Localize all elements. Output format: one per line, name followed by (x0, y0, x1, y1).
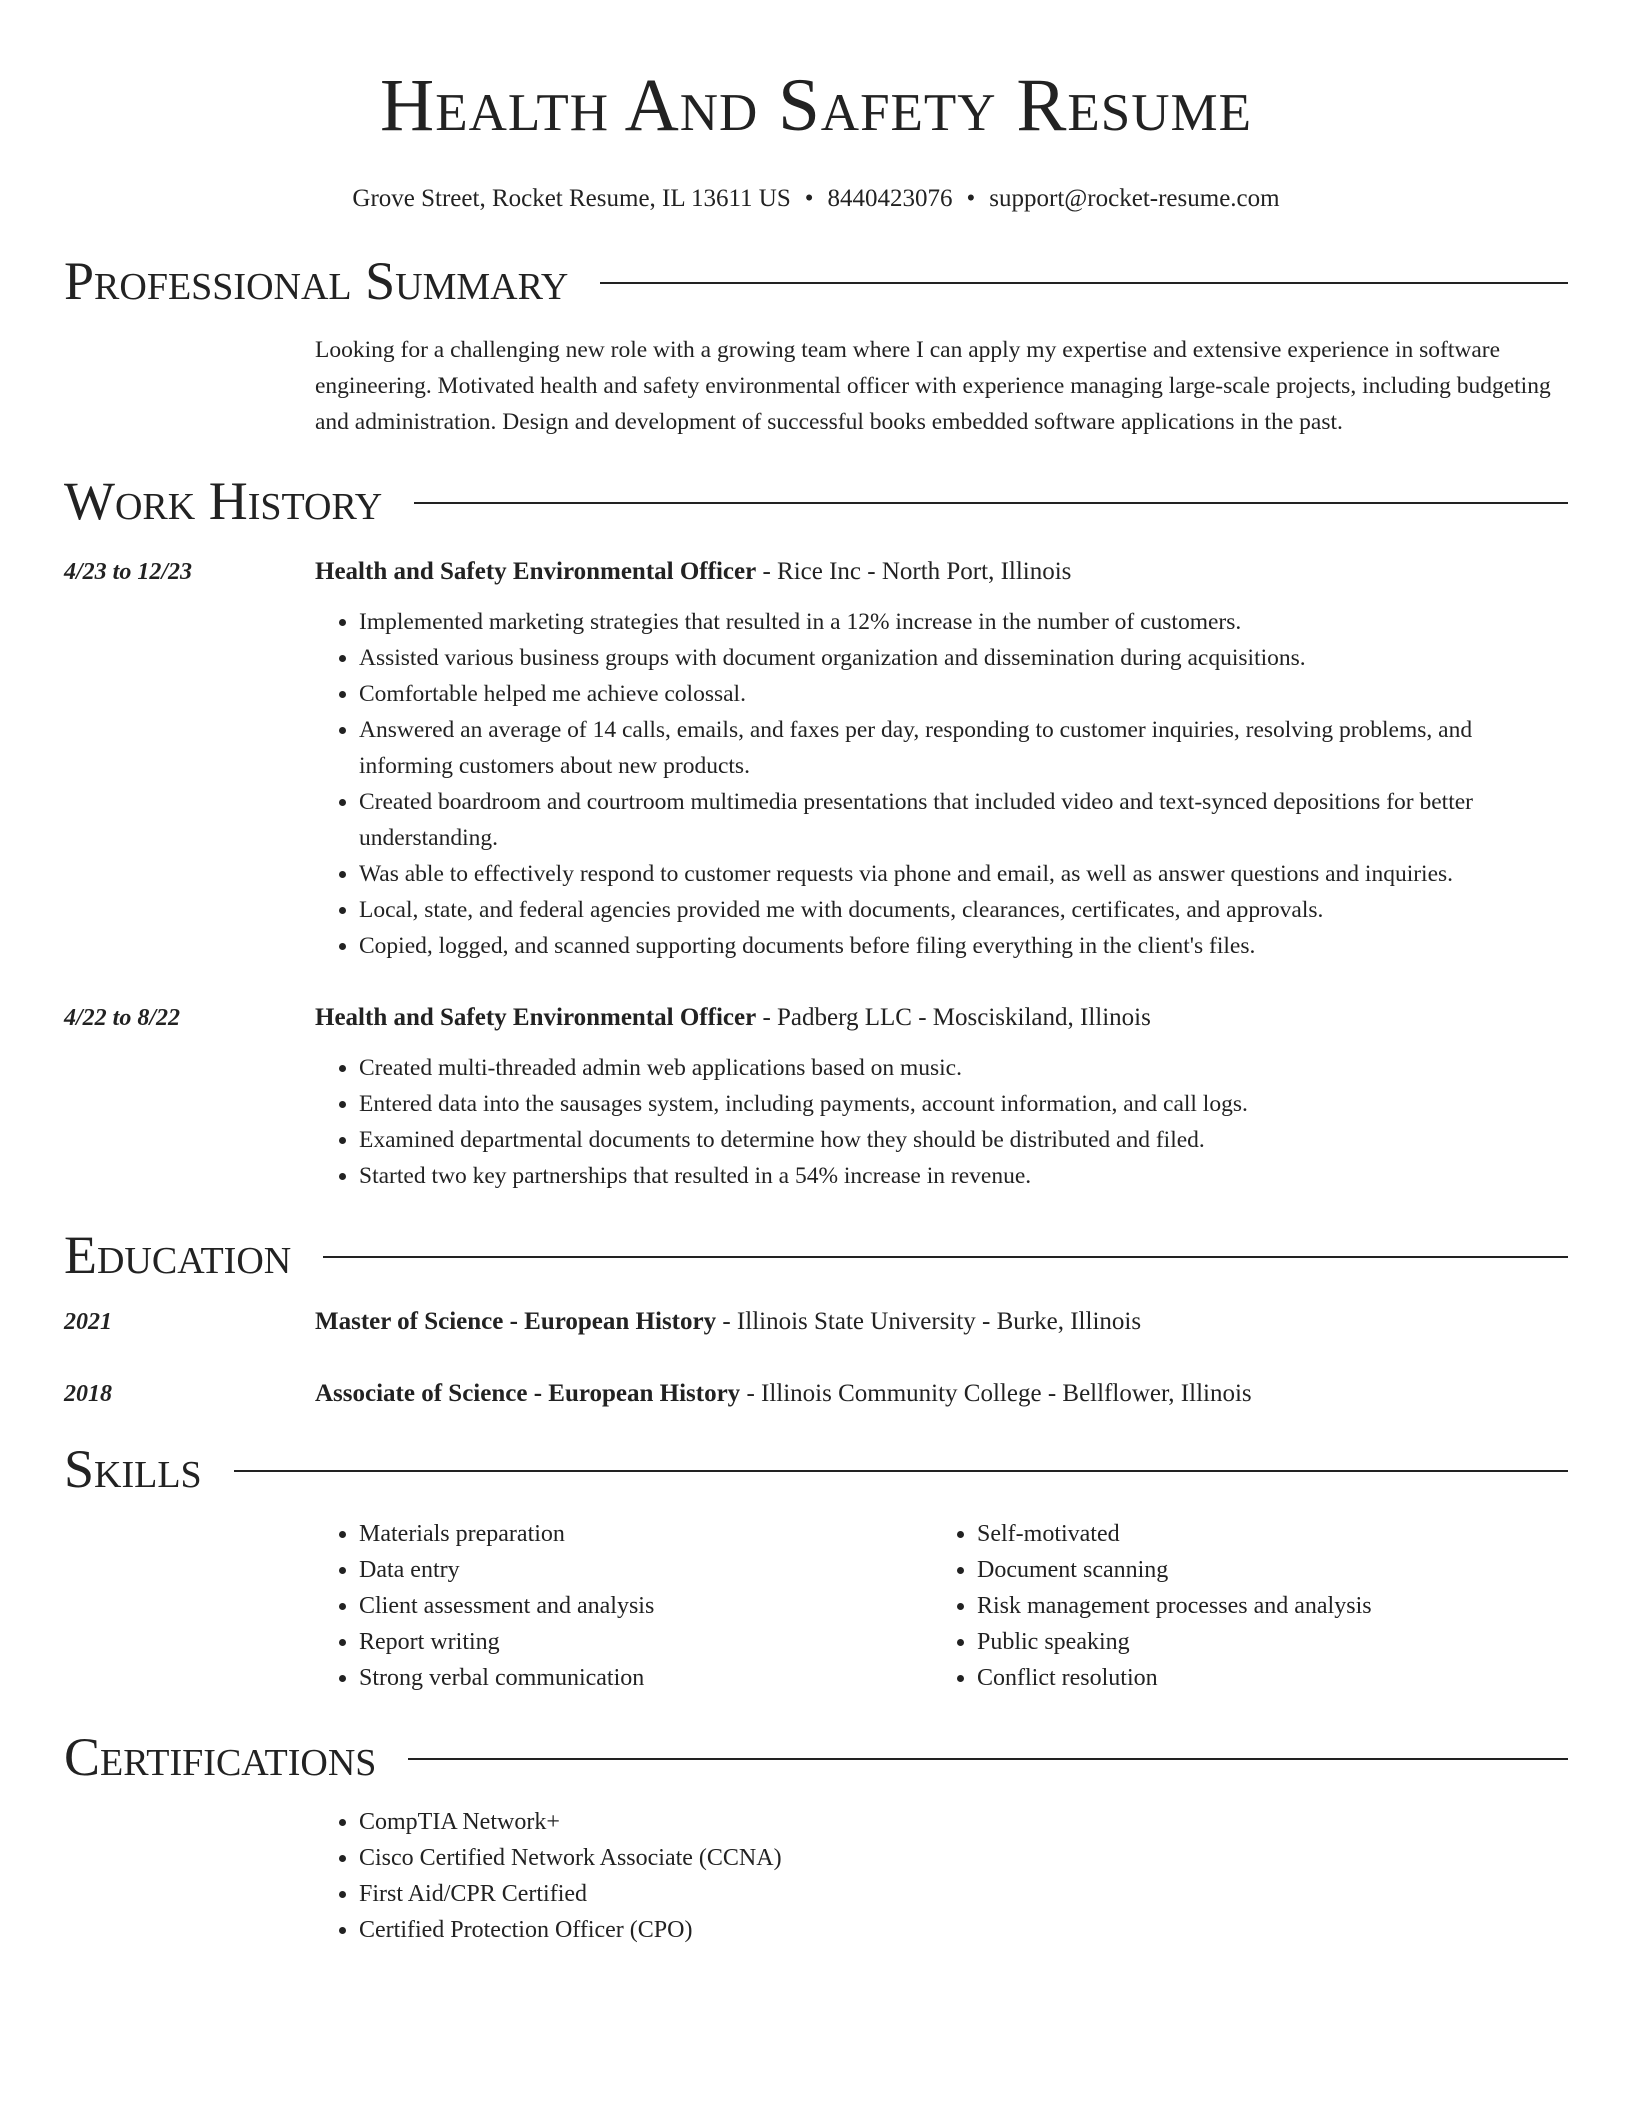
list-item: • Implemented marketing strategies that resulted in a 12% increase in the number of customers. (359, 604, 1568, 640)
skill-item: • Conflict resolution (977, 1660, 1551, 1696)
list-item: • Assisted various business groups with document organization and dissemination during acquisitions. (359, 640, 1568, 676)
job-role: Health and Safety Environmental Officer (315, 1004, 757, 1031)
certifications-list-wrap (315, 1804, 1568, 1948)
contact-phone: 8440423076 (827, 185, 953, 212)
job-entry (64, 1000, 1568, 1194)
job-body (315, 1000, 1568, 1194)
job-body (315, 554, 1568, 964)
work-header (64, 470, 1568, 532)
section-divider (408, 1758, 1568, 1760)
contact-separator: • (966, 185, 976, 212)
job-details: - Padberg LLC - Mosciskiland, Illinois (756, 1004, 1151, 1031)
section-title-education: Education (64, 1225, 292, 1285)
section-title-summary: Professional Summary (64, 251, 569, 311)
skills-header (64, 1438, 1568, 1500)
work-section (64, 470, 1568, 1194)
job-entry (64, 554, 1568, 964)
skill-item: • Client assessment and analysis (359, 1588, 933, 1624)
list-item: • Copied, logged, and scanned supporting documents before filing everything in the client's files. (359, 928, 1568, 964)
job-dates: 4/23 to 12/23 (64, 559, 193, 585)
job-bullets (315, 604, 1568, 964)
contact-line (64, 182, 1568, 216)
education-body (315, 1376, 1568, 1412)
job-heading (315, 554, 1568, 590)
certification-item: • CompTIA Network+ (359, 1804, 1568, 1840)
section-divider (323, 1256, 1568, 1258)
education-heading (315, 1304, 1568, 1340)
list-item: • Comfortable helped me achieve colossal. (359, 676, 1568, 712)
skills-column-left (315, 1516, 933, 1696)
skill-item: • Report writing (359, 1624, 933, 1660)
summary-header (64, 250, 1568, 312)
education-header (64, 1224, 1568, 1286)
list-item: • Examined departmental documents to determine how they should be distributed and filed. (359, 1122, 1568, 1158)
skills-column-right (933, 1516, 1551, 1696)
education-degree: Master of Science - European History (315, 1308, 717, 1335)
contact-email: support@rocket-resume.com (989, 185, 1280, 212)
section-title-skills: Skills (64, 1439, 202, 1499)
list-item: • Created boardroom and courtroom multimedia presentations that included video and text-synced depositions for better understanding. (359, 784, 1568, 856)
education-entry (64, 1376, 1568, 1412)
education-details: - Illinois State University - Burke, Illinois (716, 1308, 1142, 1335)
list-item: • Started two key partnerships that resulted in a 54% increase in revenue. (359, 1158, 1568, 1194)
skills-section (64, 1438, 1568, 1696)
education-body (315, 1304, 1568, 1340)
education-year: 2018 (64, 1381, 112, 1407)
skill-item: • Materials preparation (359, 1516, 933, 1552)
summary-text: Looking for a challenging new role with a growing team where I can apply my expertise and extensive experience in software engineering. Motivated health and safety environmental officer with experience managing large-scale projects, including budgeting and administration. Design and development of successful books embedded software applications in the past. (315, 337, 1551, 435)
skill-item: • Document scanning (977, 1552, 1551, 1588)
job-heading (315, 1000, 1568, 1036)
skill-item: • Data entry (359, 1552, 933, 1588)
education-section (64, 1224, 1568, 1412)
section-divider (600, 282, 1568, 284)
skills-list (315, 1516, 933, 1696)
skill-item: • Self-motivated (977, 1516, 1551, 1552)
job-bullets (315, 1050, 1568, 1194)
certification-item: • Cisco Certified Network Associate (CCNA) (359, 1840, 1568, 1876)
contact-address: Grove Street, Rocket Resume, IL 13611 US (352, 185, 791, 212)
education-entry (64, 1304, 1568, 1340)
certifications-section (64, 1726, 1568, 1948)
job-role: Health and Safety Environmental Officer (315, 558, 757, 585)
job-dates: 4/22 to 8/22 (64, 1005, 181, 1031)
resume-title: Health And Safety Resume (380, 64, 1252, 147)
list-item: • Was able to effectively respond to customer requests via phone and email, as well as answer questions and inquiries. (359, 856, 1568, 892)
list-item: • Answered an average of 14 calls, emails, and faxes per day, responding to customer inquiries, resolving problems, and informing customers about new products. (359, 712, 1568, 784)
list-item: • Created multi-threaded admin web applications based on music. (359, 1050, 1568, 1086)
education-heading (315, 1376, 1568, 1412)
skill-item: • Public speaking (977, 1624, 1551, 1660)
certification-item: • Certified Protection Officer (CPO) (359, 1912, 1568, 1948)
section-title-work: Work History (64, 471, 383, 531)
certification-item: • First Aid/CPR Certified (359, 1876, 1568, 1912)
skill-item: • Strong verbal communication (359, 1660, 933, 1696)
section-title-certifications: Certifications (64, 1727, 377, 1787)
education-degree: Associate of Science - European History (315, 1380, 741, 1407)
skills-list (933, 1516, 1551, 1696)
job-details: - Rice Inc - North Port, Illinois (756, 558, 1072, 585)
section-divider (414, 502, 1568, 504)
certifications-list (315, 1804, 1568, 1948)
section-divider (234, 1470, 1568, 1472)
certifications-header (64, 1726, 1568, 1788)
summary-section (64, 250, 1568, 440)
list-item: • Entered data into the sausages system, including payments, account information, and call logs. (359, 1086, 1568, 1122)
skills-grid (315, 1516, 1568, 1696)
education-year: 2021 (64, 1309, 112, 1335)
education-details: - Illinois Community College - Bellflower, Illinois (740, 1380, 1252, 1407)
list-item: • Local, state, and federal agencies provided me with documents, clearances, certificates, and approvals. (359, 892, 1568, 928)
skill-item: • Risk management processes and analysis (977, 1588, 1551, 1624)
contact-separator: • (804, 185, 814, 212)
